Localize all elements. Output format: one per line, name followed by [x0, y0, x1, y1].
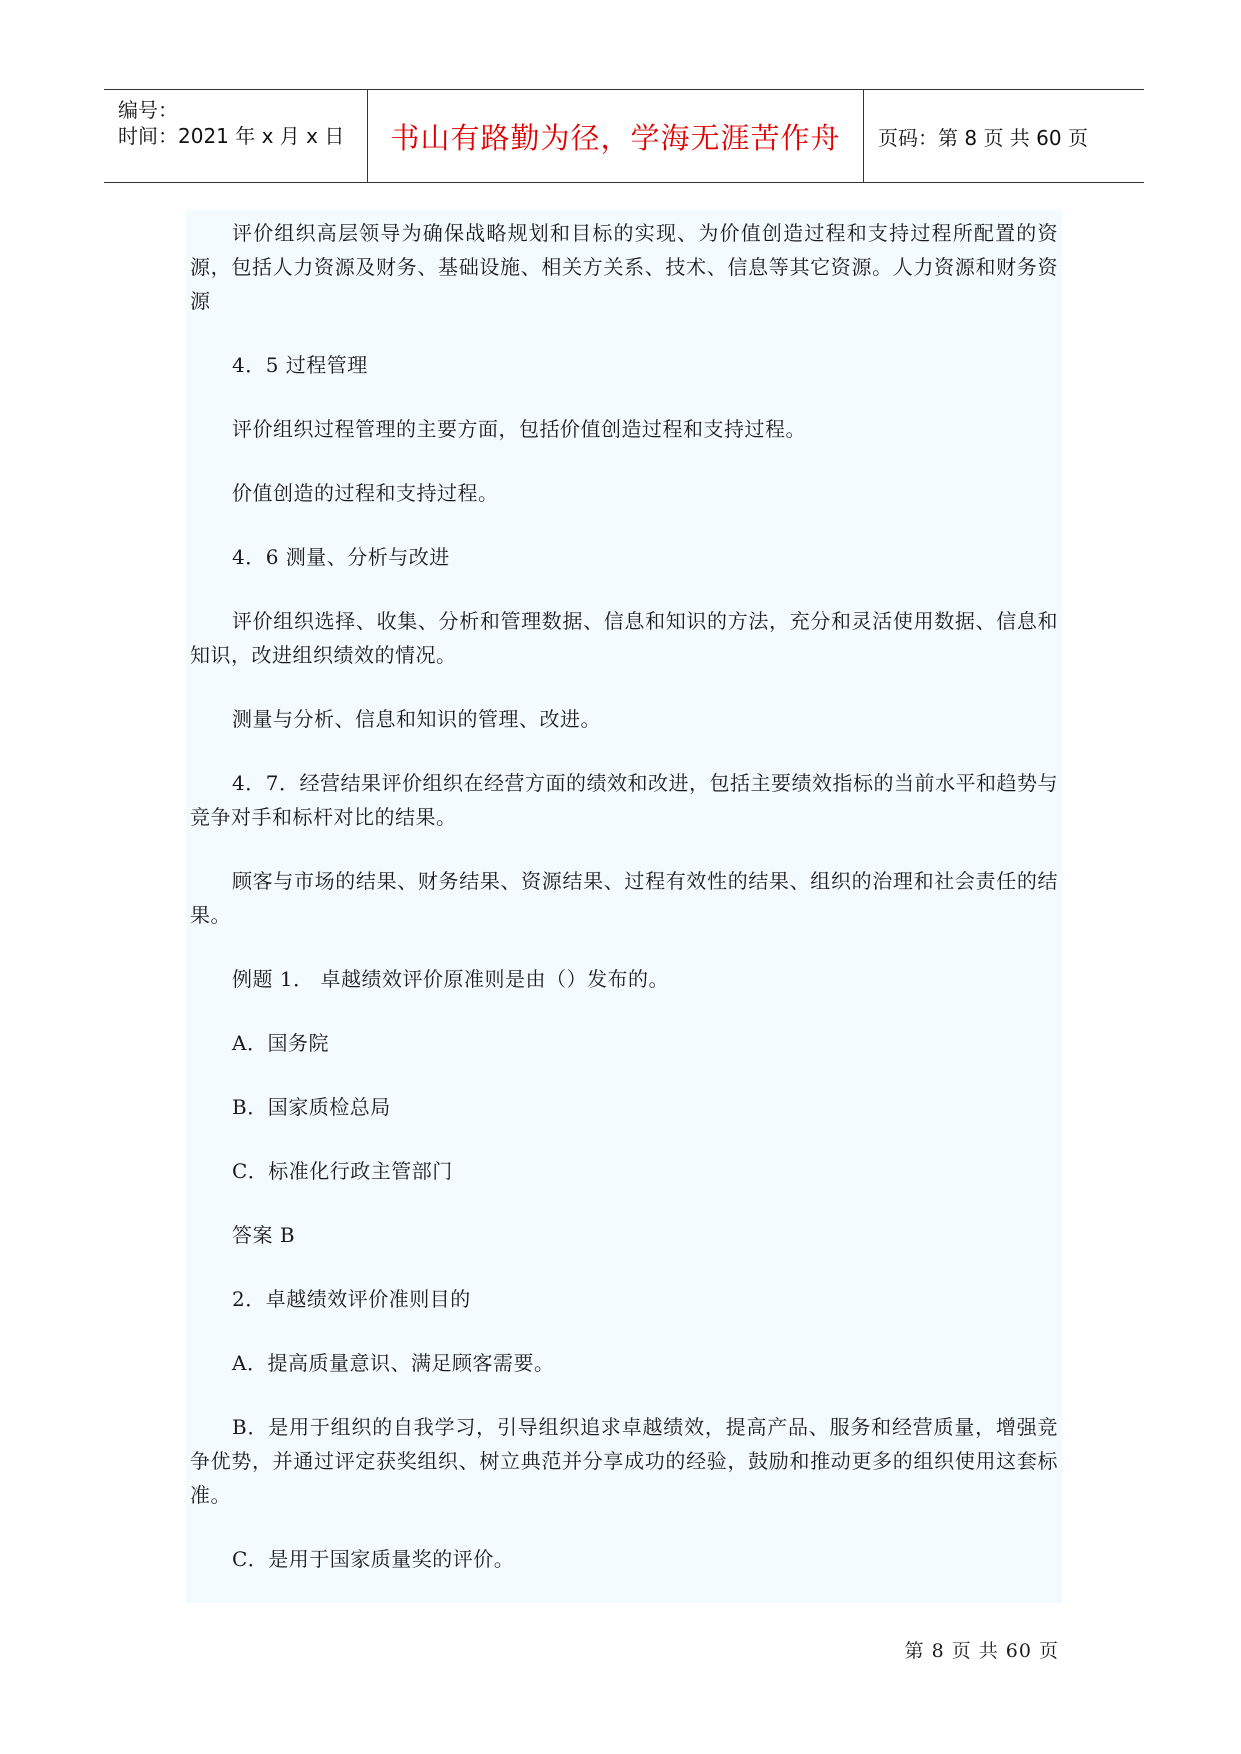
q2-option-c: C．是用于国家质量奖的评价。 — [232, 1547, 515, 1571]
paragraph-process-eval: 评价组织过程管理的主要方面，包括价值创造过程和支持过程。 — [232, 417, 806, 441]
header-meta-cell — [104, 90, 368, 182]
option-a: A．国务院 — [232, 1031, 329, 1055]
page-footer: 第 8 页 共 60 页 — [904, 1640, 1059, 1662]
paragraph-measure-eval: 评价组织选择、收集、分析和管理数据、信息和知识的方法，充分和灵活使用数据、信息和知识，改进组织绩效的情况。 — [190, 609, 1058, 667]
option-c: C．标准化行政主管部门 — [232, 1159, 453, 1183]
document-header — [104, 89, 1144, 183]
paragraph-resources: 评价组织高层领导为确保战略规划和目标的实现、为价值创造过程和支持过程所配置的资源，包括人力资源及财务、基础设施、相关方关系、技术、信息等其它资源。人力资源和财务资源 — [190, 221, 1058, 313]
page-info: 页码：第 8 页 共 60 页 — [878, 125, 1088, 150]
question-2: 2．卓越绩效评价准则目的 — [232, 1287, 471, 1311]
time-label: 时间：2021 年 x 月 x 日 — [118, 124, 345, 148]
paragraph-4-7: 4．7．经营结果评价组织在经营方面的绩效和改进，包括主要绩效指标的当前水平和趋势与竞争对手和标杆对比的结果。 — [190, 771, 1058, 829]
document-body — [186, 210, 1062, 1603]
number-label: 编号： — [118, 98, 178, 122]
option-b: B．国家质检总局 — [232, 1095, 391, 1119]
heading-4-5: 4．5 过程管理 — [232, 353, 368, 377]
paragraph-measure-items: 测量与分析、信息和知识的管理、改进。 — [232, 707, 601, 731]
q2-option-a: A．提高质量意识、满足顾客需要。 — [232, 1351, 555, 1375]
paragraph-process-items: 价值创造的过程和支持过程。 — [232, 481, 499, 505]
header-motto-cell — [368, 90, 864, 182]
heading-4-6: 4．6 测量、分析与改进 — [232, 545, 450, 569]
example-question-1: 例题 1． 卓越绩效评价原准则是由（）发布的。 — [232, 967, 669, 991]
q2-option-b: B．是用于组织的自我学习，引导组织追求卓越绩效，提高产品、服务和经营质量，增强竞争优势，并通过评定获奖组织、树立典范并分享成功的经验，鼓励和推动更多的组织使用这套标准。 — [190, 1415, 1058, 1507]
motto-text: 书山有路勤为径，学海无涯苦作舟 — [390, 120, 841, 155]
paragraph-results-items: 顾客与市场的结果、财务结果、资源结果、过程有效性的结果、组织的治理和社会责任的结果。 — [190, 869, 1058, 927]
header-page-cell — [864, 90, 1144, 182]
answer: 答案 B — [232, 1223, 296, 1247]
